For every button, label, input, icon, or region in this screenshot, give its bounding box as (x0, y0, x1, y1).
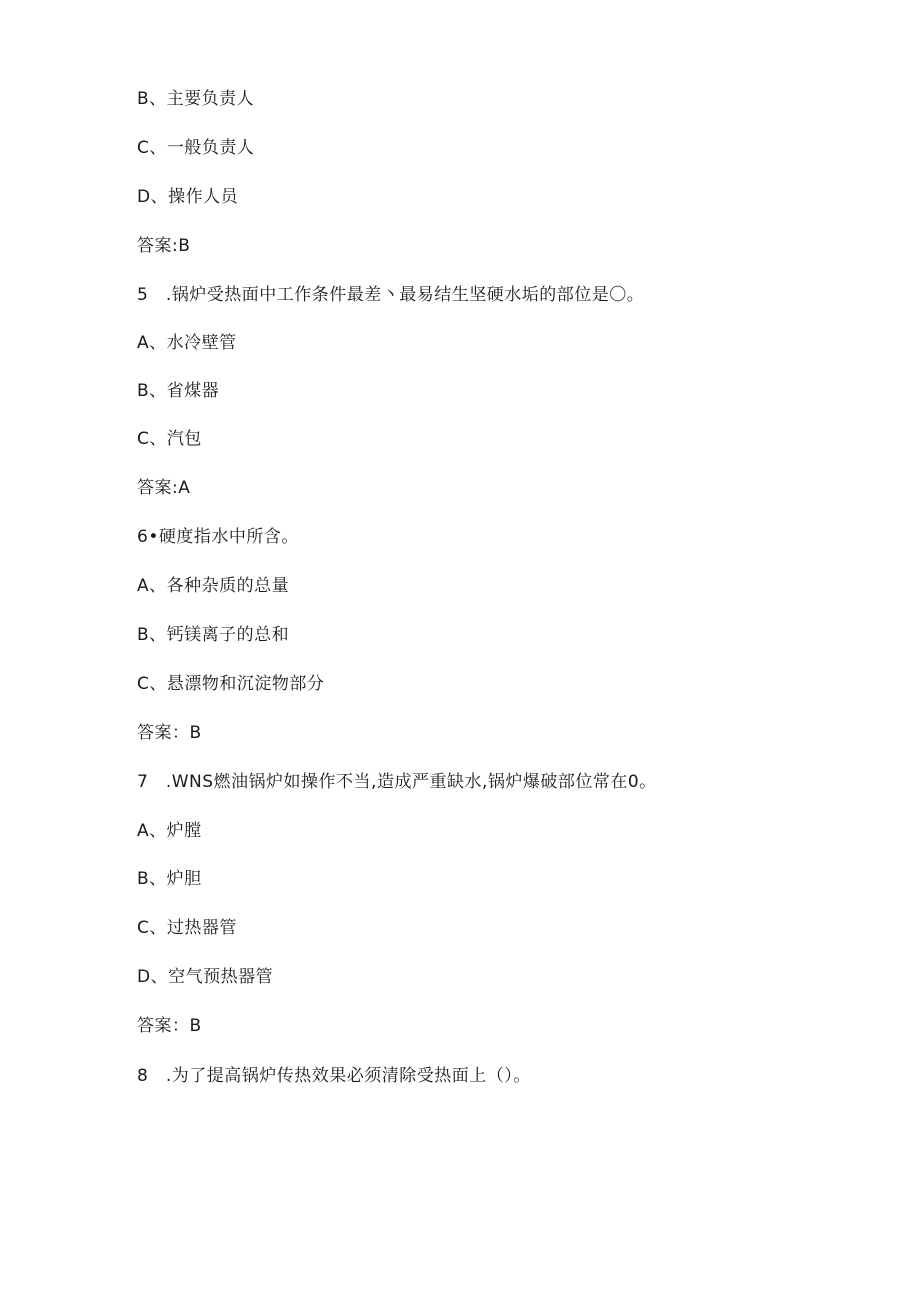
question-7: 7 .WNS燃油锅炉如操作不当,造成严重缺水,锅炉爆破部位常在0。 (137, 772, 657, 792)
question-7-option-d: D、空气预热器管 (137, 967, 274, 987)
question-7-option-c: C、过热器管 (137, 918, 237, 938)
question-5-option-c: C、汽包 (137, 429, 202, 449)
question-5-option-a: A、水冷壁管 (137, 333, 237, 353)
question-5-option-b: B、省煤器 (137, 381, 220, 401)
answer-4: 答案:B (137, 236, 191, 256)
question-6-option-b: B、钙镁离子的总和 (137, 625, 290, 645)
question-7-option-a: A、炉膛 (137, 821, 202, 841)
question-6-option-c: C、悬漂物和沉淀物部分 (137, 674, 325, 694)
question-6: 6•硬度指水中所含。 (137, 527, 299, 547)
answer-7: 答案：B (137, 1016, 202, 1036)
option-b-main-responsible: B、主要负责人 (137, 89, 255, 109)
question-7-option-b: B、炉胆 (137, 869, 202, 889)
option-c-general-responsible: C、一般负责人 (137, 138, 255, 158)
question-8: 8 .为了提高锅炉传热效果必须清除受热面上（）。 (137, 1066, 531, 1086)
question-6-option-a: A、各种杂质的总量 (137, 576, 290, 596)
option-d-operators: D、操作人员 (137, 187, 239, 207)
answer-5: 答案:A (137, 478, 191, 498)
question-5: 5 .锅炉受热面中工作条件最差丶最易结生坚硬水垢的部位是〇。 (137, 285, 645, 305)
answer-6: 答案：B (137, 723, 202, 743)
